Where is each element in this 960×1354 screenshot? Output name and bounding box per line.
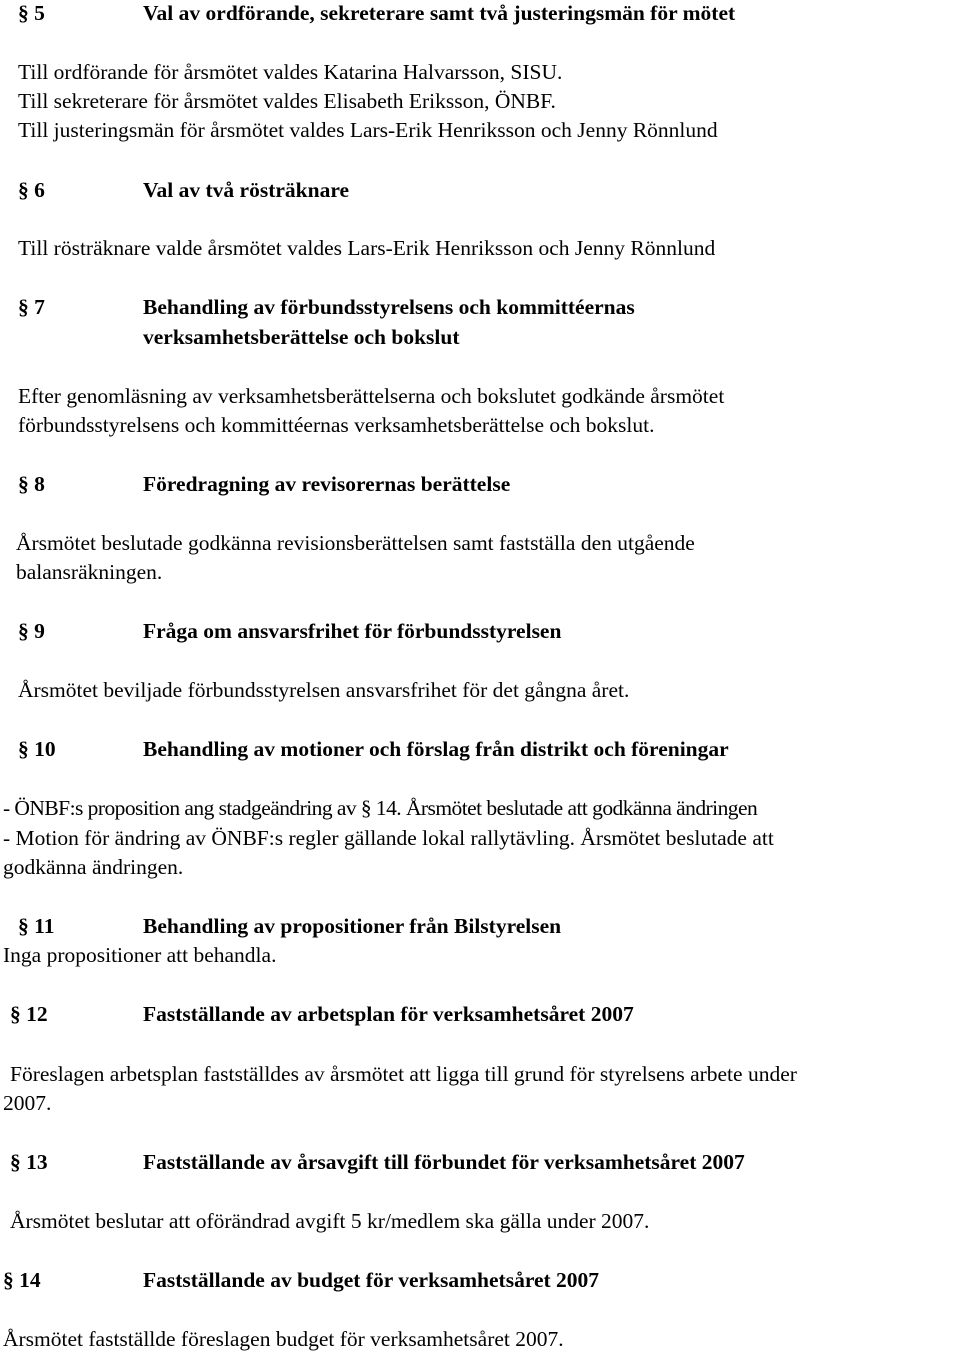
body-line: Till justeringsmän för årsmötet valdes Lars-Erik Henriksson och Jenny Rönnlund: [18, 118, 718, 142]
body-line: - Motion för ändring av ÖNBF:s regler gällande lokal rallytävling. Årsmötet beslutade att: [3, 826, 774, 850]
section-title: Fastställande av arbetsplan för verksamhetsåret 2007: [143, 1002, 634, 1026]
section-number: § 7: [18, 295, 45, 319]
section-title: Behandling av förbundsstyrelsens och kommittéernas verksamhetsberättelse och bokslut: [143, 295, 635, 349]
section-title: Behandling av motioner och förslag från distrikt och föreningar: [143, 737, 729, 761]
body-line: Årsmötet beslutade godkänna revisionsberättelsen samt fastställa den utgående: [16, 531, 695, 555]
section-number: § 13: [10, 1150, 48, 1174]
body-line: 2007.: [3, 1091, 52, 1115]
section-number: § 6: [18, 178, 45, 202]
section-number: § 12: [10, 1002, 48, 1026]
body-line: Föreslagen arbetsplan fastställdes av årsmötet att ligga till grund för styrelsens arbete under: [10, 1062, 797, 1086]
body-line: Efter genomläsning av verksamhetsberättelserna och bokslutet godkände årsmötet: [18, 384, 725, 408]
body-line: Inga propositioner att behandla.: [3, 943, 277, 967]
section-number: § 8: [18, 472, 45, 496]
section-number: § 10: [18, 737, 56, 761]
body-line: balansräkningen.: [16, 560, 163, 584]
body-line: Till rösträknare valde årsmötet valdes Lars-Erik Henriksson och Jenny Rönnlund: [18, 236, 716, 260]
body-line: - ÖNBF:s proposition ang stadgeändring av § 14. Årsmötet beslutade att godkänna ändringen: [3, 796, 758, 820]
section-title: Val av två rösträknare: [143, 178, 350, 202]
section-title: Val av ordförande, sekreterare samt två justeringsmän för mötet: [143, 1, 736, 25]
body-line: Till ordförande för årsmötet valdes Katarina Halvarsson, SISU.: [18, 60, 563, 84]
section-number: § 14: [3, 1268, 41, 1292]
section-title: Fastställande av årsavgift till förbundet för verksamhetsåret 2007: [143, 1150, 745, 1174]
section-title: Fastställande av budget för verksamhetsåret 2007: [143, 1268, 600, 1292]
body-line: förbundsstyrelsens och kommittéernas verksamhetsberättelse och bokslut.: [18, 413, 655, 437]
section-number: § 5: [18, 1, 45, 25]
section-title: Fråga om ansvarsfrihet för förbundsstyrelsen: [143, 619, 562, 643]
body-line: godkänna ändringen.: [3, 855, 184, 879]
section-number: § 9: [18, 619, 45, 643]
section-number: § 11: [18, 914, 55, 938]
section-title: Behandling av propositioner från Bilstyrelsen: [143, 914, 562, 938]
body-line: Årsmötet fastställde föreslagen budget för verksamhetsåret 2007.: [3, 1327, 564, 1351]
section-title: Föredragning av revisorernas berättelse: [143, 472, 511, 496]
body-line: Årsmötet beslutar att oförändrad avgift 5 kr/medlem ska gälla under 2007.: [10, 1209, 650, 1233]
body-line: Årsmötet beviljade förbundsstyrelsen ansvarsfrihet för det gångna året.: [18, 678, 630, 702]
body-line: Till sekreterare för årsmötet valdes Elisabeth Eriksson, ÖNBF.: [18, 89, 556, 113]
